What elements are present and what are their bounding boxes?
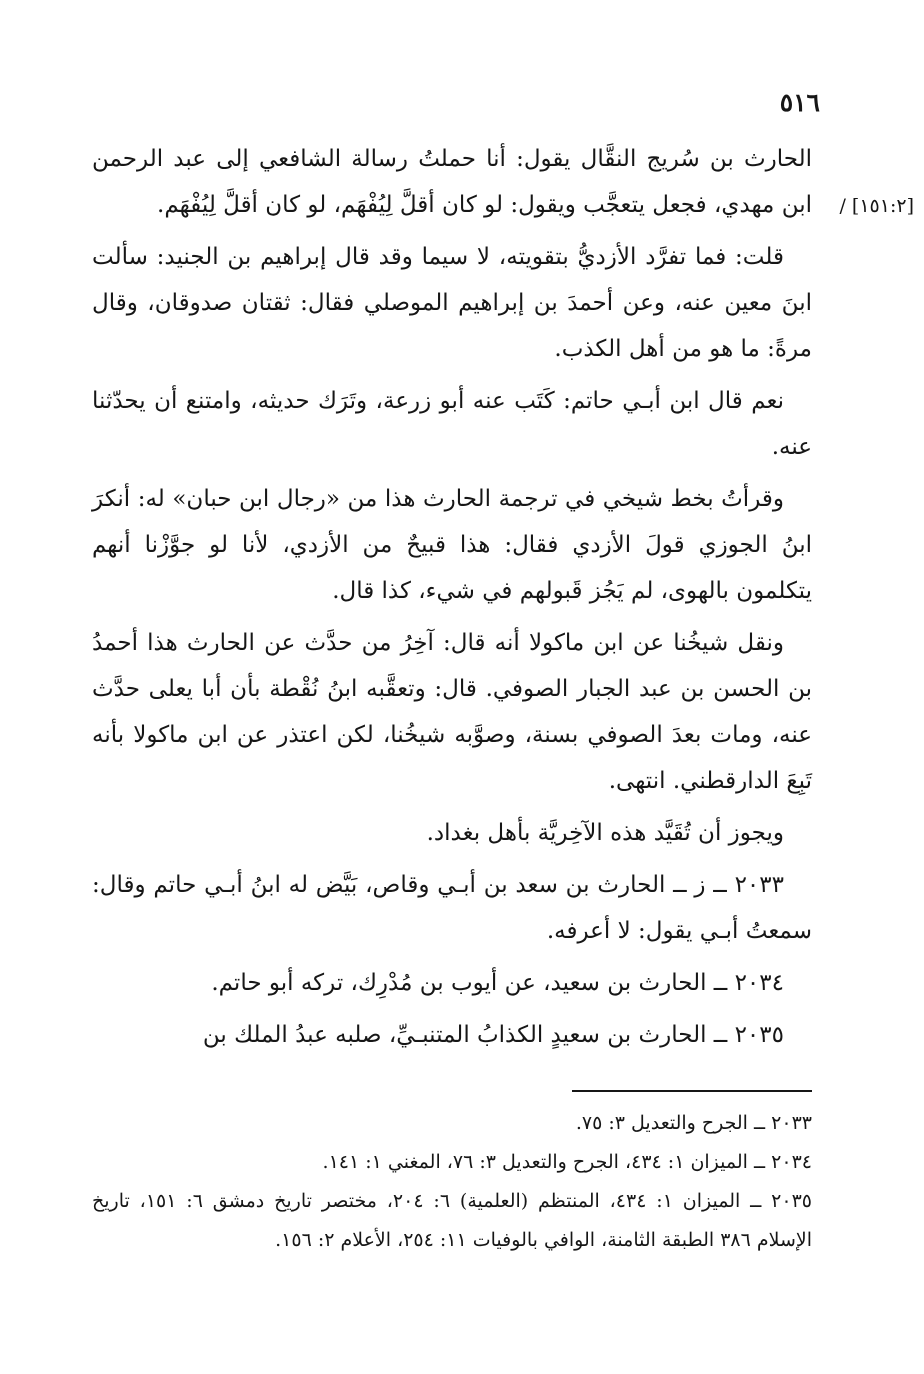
entry-2034: ٢٠٣٤ ــ الحارث بن سعيد، عن أيوب بن مُدْرِك، تركه أبو حاتم.: [211, 970, 784, 996]
footnotes: [92, 1104, 812, 1260]
paragraph: ونقل شيخُنا عن ابن ماكولا أنه قال: آخِرُ من حدَّث عن الحارث هذا أحمدُ بن الحسن بن عبد الجبار الصوفي. قال: وتعقَّبه ابنُ نُقْطة بأن أبا يعلى حدَّث عنه، ومات بعدَ الصوفي بسنة، وصوَّبه شيخُنا، لكن اعتذر عن ابن ماكولا بأنه تَبِعَ الدارقطني. انتهى.: [92, 630, 812, 794]
paragraph: ويجوز أن تُقَيَّد هذه الآخِريَّة بأهل بغداد.: [426, 820, 784, 846]
paragraph: قلت: فما تفرَّد الأزديُّ بتقويته، لا سيما وقد قال إبراهيم بن الجنيد: سألت ابنَ معين عنه، وعن أحمدَ بن إبراهيم الموصلي فقال: ثقتان صدوقان، وقال مرةً: ما هو من أهل الكذب.: [92, 244, 812, 362]
entry-2033: ٢٠٣٣ ــ ز ــ الحارث بن سعد بن أبـي وقاص، بَيَّض له ابنُ أبـي حاتم وقال: سمعتُ أبـي يقول: لا أعرفه.: [92, 872, 812, 944]
footnote-divider: [572, 1090, 812, 1092]
margin-reference: [١٥١:٢] /: [839, 195, 914, 217]
paragraph: الحارث بن سُريج النقَّال يقول: أنا حملتُ رسالة الشافعي إلى عبد الرحمن ابن مهدي، فجعل يتعجَّب ويقول: لو كان أقلَّ لِيُفْهَم، لو كان أقلَّ لِيُفْهَم.: [92, 146, 812, 218]
footnote-2035: ٢٠٣٥ ــ الميزان ١: ٤٣٤، المنتظم (العلمية) ٦: ٢٠٤، مختصر تاريخ دمشق ٦: ١٥١، تاريخ الإسلام ٣٨٦ الطبقة الثامنة، الوافي بالوفيات ١١: ٢٥٤، الأعلام ٢: ١٥٦.: [92, 1190, 812, 1251]
paragraph: نعم قال ابن أبـي حاتم: كَتَب عنه أبو زرعة، وتَرَك حديثه، وامتنع أن يحدّثنا عنه.: [92, 388, 812, 460]
main-text: [92, 136, 812, 1064]
paragraph: وقرأتُ بخط شيخي في ترجمة الحارث هذا من «رجال ابن حبان» له: أنكرَ ابنُ الجوزي قولَ الأزدي فقال: هذا قبيحٌ من الأزدي، لأنا لو جوَّزْنا أنهم يتكلمون بالهوى، لم يَجُز قَبولهم في شيء، كذا قال.: [92, 486, 812, 604]
footnote-2034: ٢٠٣٤ ــ الميزان ١: ٤٣٤، الجرح والتعديل ٣: ٧٦، المغني ١: ١٤١.: [322, 1151, 812, 1173]
entry-2035: ٢٠٣٥ ــ الحارث بن سعيدٍ الكذابُ المتنبـيِّ، صلبه عبدُ الملك بن: [202, 1022, 784, 1048]
footnote-2033: ٢٠٣٣ ــ الجرح والتعديل ٣: ٧٥.: [575, 1112, 812, 1134]
page-number: ٥١٦: [779, 88, 820, 117]
